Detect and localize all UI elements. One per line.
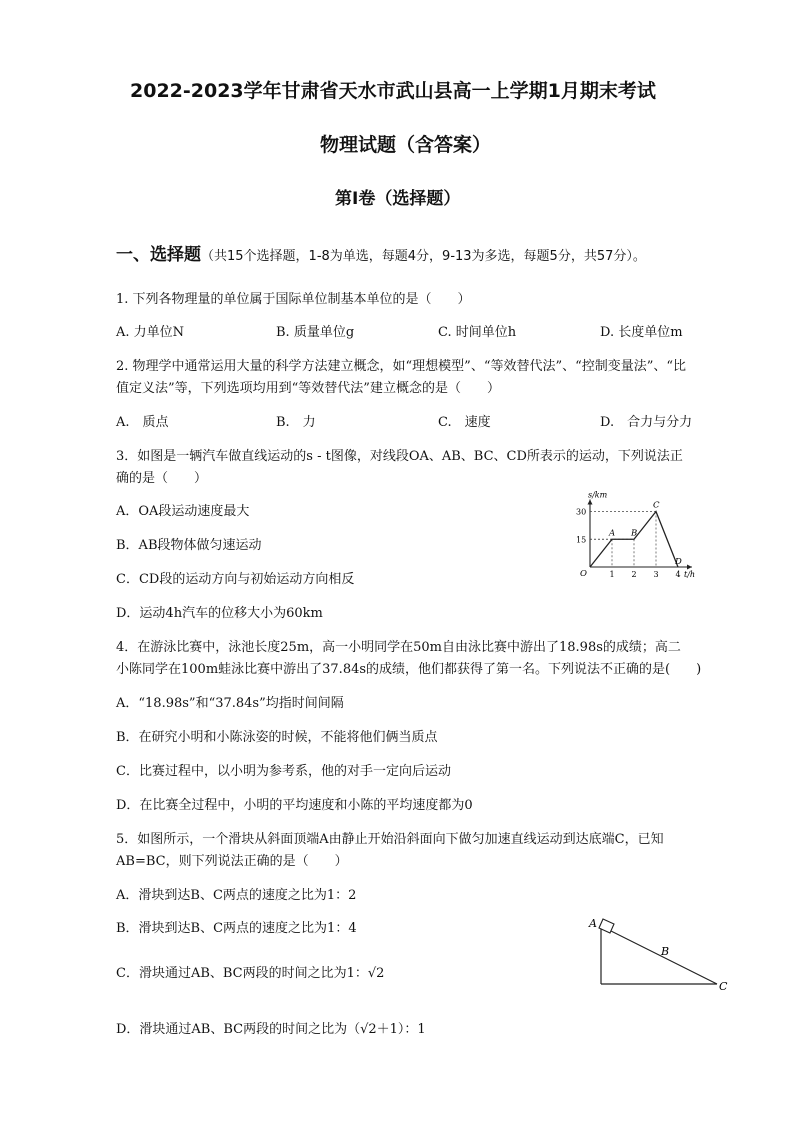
q2-option-d[interactable]: D. 合力与分力 (600, 415, 693, 430)
question-4-stem-line1: 4．在游泳比赛中，泳池长度25m，高一小明同学在50m自由泳比赛中游出了18.98s的成绩；高二 (116, 640, 681, 655)
q2-option-a[interactable]: A. 质点 (116, 415, 169, 430)
y-tick-label: 15 (576, 535, 587, 545)
q1-option-c[interactable]: C. 时间单位h (438, 325, 517, 340)
x-axis-arrow (687, 565, 692, 570)
q5-option-b[interactable]: B．滑块到达B、C两点的速度之比为1：4 (116, 921, 357, 936)
x-axis-label: t/h (684, 570, 696, 579)
st-graph (560, 485, 710, 580)
section-note: （共15个选择题，1-8为单选，每题4分，9-13为多选，每题5分，共57分）。 (201, 249, 646, 264)
incline-label-a: A (589, 917, 597, 930)
y-axis-label: s/km (588, 490, 608, 500)
question-2-stem-line2: 值定义法”等，下列选项均用到“等效替代法”建立概念的是（ ） (116, 381, 500, 396)
question-4-stem-line2: 小陈同学在100m蛙泳比赛中游出了37.84s的成绩，他们都获得了第一名。下列说法不正确的是( ) (116, 662, 702, 677)
x-tick-label: 4 (675, 570, 681, 579)
section-title: 一、选择题 (116, 245, 201, 265)
point-label-d: D (675, 557, 682, 567)
x-tick-label: 3 (653, 570, 659, 579)
section-heading (116, 240, 646, 265)
incline-label-b: B (661, 945, 670, 958)
q5-option-c[interactable]: C．滑块通过AB、BC两段的时间之比为1：√2 (116, 966, 385, 981)
q1-option-a[interactable]: A. 力单位N (116, 325, 185, 340)
x-tick-label: 2 (631, 570, 637, 579)
q3-option-b[interactable]: B．AB段物体做匀速运动 (116, 538, 262, 553)
question-1-stem: 1. 下列各物理量的单位属于国际单位制基本单位的是（ ） (116, 292, 471, 307)
y-tick-label: 30 (576, 507, 587, 517)
q4-option-d[interactable]: D．在比赛全过程中，小明的平均速度和小陈的平均速度都为0 (116, 798, 473, 813)
point-label-c: C (653, 500, 660, 511)
q5-option-d[interactable]: D．滑块通过AB、BC两段的时间之比为（√2＋1）：1 (116, 1022, 426, 1037)
point-label-a: A (609, 528, 616, 539)
q2-option-c[interactable]: C. 速度 (438, 415, 491, 430)
question-2-stem-line1: 2. 物理学中通常运用大量的科学方法建立概念，如“理想模型”、“等效替代法”、“控制变量法”、“比 (116, 359, 687, 374)
question-5-stem-line1: 5．如图所示，一个滑块从斜面顶端A由静止开始沿斜面向下做匀加速直线运动到达底端C，已知 (116, 832, 664, 847)
point-label-b: B (631, 528, 638, 539)
q3-option-c[interactable]: C．CD段的运动方向与初始运动方向相反 (116, 572, 355, 587)
question-5-stem-line2: AB=BC，则下列说法正确的是（ ） (116, 854, 348, 869)
q4-option-b[interactable]: B．在研究小明和小陈泳姿的时候，不能将他们俩当质点 (116, 730, 438, 745)
part-title: 第Ⅰ卷（选择题） (335, 189, 461, 209)
q5-option-a[interactable]: A．滑块到达B、C两点的速度之比为1：2 (116, 888, 357, 903)
question-3-stem-line1: 3．如图是一辆汽车做直线运动的s - t图像，对线段OA、AB、BC、CD所表示的运动，下列说法正 (116, 449, 683, 464)
q4-option-c[interactable]: C．比赛过程中，以小明为参考系，他的对手一定向后运动 (116, 764, 451, 779)
document-title: 2022-2023学年甘肃省天水市武山县高一上学期1月期末考试 (130, 80, 656, 102)
q3-option-d[interactable]: D．运动4h汽车的位移大小为60km (116, 606, 323, 621)
point-label-o: O (580, 569, 587, 579)
q1-option-b[interactable]: B. 质量单位g (276, 325, 355, 340)
y-axis-arrow (588, 500, 593, 505)
q2-option-b[interactable]: B. 力 (276, 415, 316, 430)
incline-slope (601, 926, 717, 984)
incline-label-c: C (719, 980, 728, 993)
document-subtitle: 物理试题（含答案） (320, 134, 492, 156)
q1-option-d[interactable]: D. 长度单位m (600, 325, 683, 340)
q3-option-a[interactable]: A．OA段运动速度最大 (116, 504, 250, 519)
incline-figure (585, 910, 735, 995)
q4-option-a[interactable]: A．“18.98s”和“37.84s”均指时间间隔 (116, 696, 344, 711)
x-tick-label: 1 (609, 570, 615, 579)
question-3-stem-line2: 确的是（ ） (116, 471, 208, 486)
